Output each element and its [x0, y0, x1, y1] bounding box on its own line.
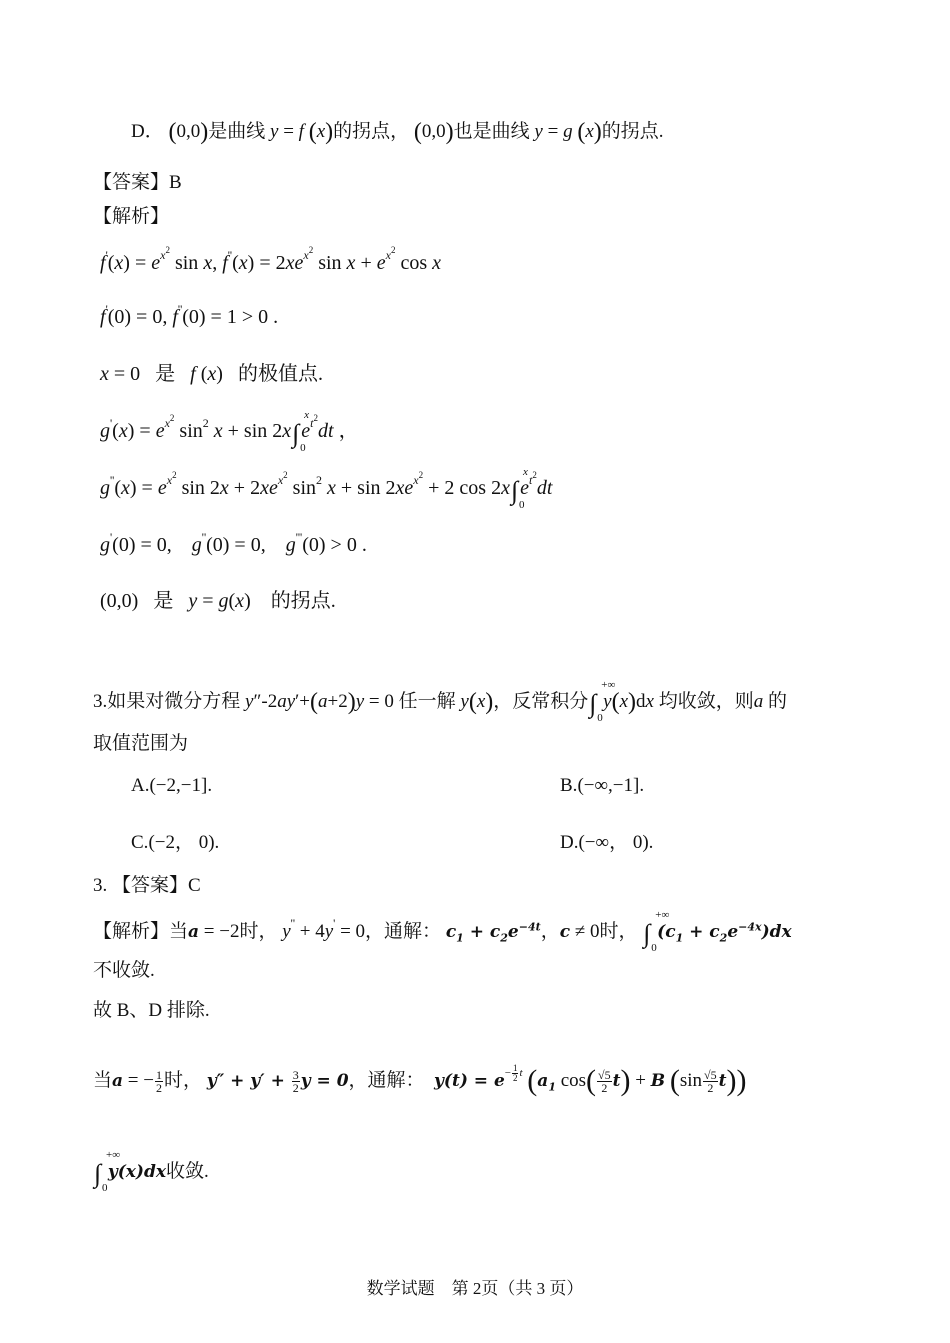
option-d-text-3: 也是曲线 [453, 121, 530, 142]
analysis-3-not-converge: 不收敛. [93, 960, 155, 981]
analysis-3-line-1: 【解析】当a = −2时， y'' + 4y' = 0，通解： $c_1 + c_2e^{-4t}$，c ≠ 0时， ∫ +∞ 0 $(c_1 + c_2e^{-4x})dx$ [93, 909, 792, 954]
option-d-text-4: 的拐点. [601, 121, 664, 142]
q3-option-b [560, 775, 644, 798]
q3-option-d-value: (−∞， 0). [578, 832, 654, 853]
formula-f-at-zero: f'(0) = 0, f''(0) = 1 > 0 . [100, 302, 279, 328]
q3-option-c [131, 832, 219, 855]
analysis-3-line-2: 当a = − $\frac{1}{2}$ 时， y″ + y′ + $\frac{3}{2}$ y = 0，通解： $y(t) = e^{- \frac{1}{2} t}$ ($a_1$ cos( $\frac{√5}{2}$ t) + B (sin $\frac{√5}{2}$ t)) [93, 1062, 747, 1097]
q3-option-a-label: A. [131, 775, 150, 796]
inflection-text: 的拐点. [270, 590, 336, 612]
analysis-3-shi-2: 时， [599, 921, 638, 942]
q3-option-c-value: (−2， 0). [148, 832, 220, 853]
answer-1: 【答案】B [93, 172, 182, 193]
q3-mid-2: ，反常积分 [493, 691, 589, 712]
q3-option-d-label: D. [560, 832, 579, 853]
formula-g-prime: $g'(x) = e^{x^2}$ $\sin^2 x + \sin 2x\int$ x 0 $e^{t^2}dt$ ， [100, 409, 359, 454]
analysis-3-converge-line: ∫ +∞ 0 y(x)dx收敛. [94, 1149, 209, 1194]
formula-g-at-zero: g'(0) = 0, g''(0) = 0, g'''(0) > 0 . [100, 530, 367, 556]
q3-mid-4: 的 [768, 691, 788, 712]
analysis-3-dang: 当 [93, 1070, 113, 1091]
analysis-3-tongjie-2: ，通解： [348, 1070, 425, 1091]
analysis-3-shi: 时， [239, 921, 278, 942]
q3-line-2: 取值范围为 [93, 733, 189, 754]
extremum-text: 的极值点. [237, 363, 323, 385]
q3-option-b-value: (−∞,−1]. [577, 775, 645, 796]
q3-option-c-label: C. [131, 832, 149, 853]
q3-mid-3: 均收敛，则 [658, 691, 754, 712]
analysis-3-tongjie: ，通解： [365, 921, 442, 942]
q3-option-b-label: B. [560, 775, 578, 796]
inflection-statement: (0,0) 是 y = g(x) 的拐点. [100, 590, 336, 612]
analysis-3-exclude: 故 B、D 排除. [93, 1000, 210, 1021]
analysis-3-prefix: 【解析】当 [93, 921, 189, 942]
extremum-shi: 是 [155, 363, 176, 385]
answer-3: 3. 【答案】C [93, 875, 201, 896]
analysis-1: 【解析】 [93, 206, 170, 227]
q3-prefix: 3.如果对微分方程 [93, 691, 241, 712]
inflection-shi: 是 [153, 590, 174, 612]
page-footer: 数学试题 第 2页（共 3 页） [366, 1279, 584, 1298]
option-d: D． (0,0)是曲线 y = f (x)的拐点， (0,0)也是曲线 y = g (x)的拐点. [131, 119, 664, 145]
extremum-statement: x = 0 是 f (x) 的极值点. [100, 363, 323, 385]
option-d-text-1: 是曲线 [208, 121, 266, 142]
option-d-text-2: 的拐点， [333, 121, 410, 142]
q3-mid-1: 任一解 [398, 691, 456, 712]
analysis-3-converge: 收敛. [166, 1161, 209, 1182]
question-3: 3.如果对微分方程 y″-2ay′+(a+2)y = 0 任一解 y(x)，反常积分∫ +∞ 0 y(x)dx 均收敛，则a 的 [93, 679, 788, 724]
option-d-label: D． [131, 121, 164, 142]
formula-f-prime: $f'(x) = e^{x^2}$ sin x, $f''(x) = 2xe^{x^2}$ $\sin x + e^{x^2}$ cos x [100, 245, 441, 274]
q3-option-a-value: (−2,−1]. [149, 775, 213, 796]
q3-option-a [131, 775, 212, 798]
q3-option-d [560, 832, 653, 855]
formula-g-double-prime: $g''(x) = e^{x^2}$ $\sin 2x + 2xe^{x^2}$ $\sin^2 x + \sin 2xe^{x^2} + 2$ cos 2x∫ x 0 $e^{t^2}dt$ [100, 466, 553, 511]
analysis-3-shi-3: 时， [163, 1070, 202, 1091]
